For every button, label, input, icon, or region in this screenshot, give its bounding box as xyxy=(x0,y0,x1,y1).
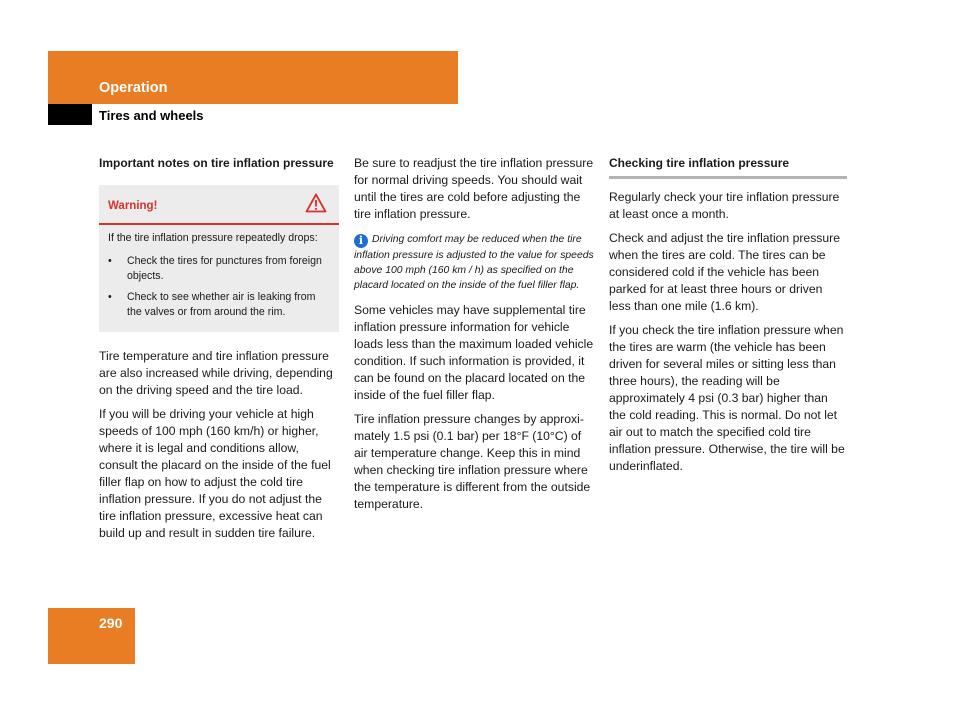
warning-body xyxy=(99,225,339,332)
paragraph: Regularly check your tire inflation pressure at least once a month. xyxy=(609,190,840,221)
warning-box xyxy=(99,185,339,332)
paragraph: Check and adjust the tire inflation pressure when the tires are cold. The tires can be considered cold if the vehicle has been parked for at least three hours or driven less than one mile (1.6 km). xyxy=(609,231,841,313)
subsection-title: Tires and wheels xyxy=(99,108,204,123)
warning-header xyxy=(99,185,339,225)
column-1 xyxy=(99,155,339,549)
column-2 xyxy=(354,155,594,520)
warning-bullet-text: Check to see whether air is leaking from the valves or from around the rim. xyxy=(127,290,316,318)
warning-bullet xyxy=(108,254,331,285)
bullet-dot: • xyxy=(108,254,112,267)
paragraph: If you check the tire inflation pressure when the tires are warm (the vehicle has been driven for several miles or sitting less than three hours), the reading will be approximately 4 psi (0.3 bar) higher than the cold reading. This is normal. Do not let air out to match the specified cold tire inflation pressure. Otherwise, the tire will be underinflated. xyxy=(609,323,845,473)
warning-bullet-text: Check the tires for punctures from foreign objects. xyxy=(127,254,322,282)
tire-pressure-notes-heading: Important notes on tire inflation pressure xyxy=(99,156,334,170)
section-tab-marker xyxy=(48,104,92,125)
warning-label: Warning! xyxy=(108,200,158,212)
info-icon: i xyxy=(354,234,368,248)
info-note-text: Driving comfort may be reduced when the tire inflation pressure is adjusted to the value for speeds above 100 mph (160 km / h) as specified on the placard located on the inside of the fuel filler flap. xyxy=(354,234,594,291)
page-number: 290 xyxy=(99,615,123,631)
warning-intro: If the tire inflation pressure repeatedly drops: xyxy=(108,232,318,244)
checking-pressure-heading: Checking tire inflation pressure xyxy=(609,155,847,179)
section-title: Operation xyxy=(99,80,168,96)
warning-triangle-icon xyxy=(305,193,327,213)
paragraph: Tire temperature and tire inflation pressure are also increased while driving, depending on the driving speed and the tire load. xyxy=(99,348,333,397)
paragraph: Tire inflation pressure changes by approxi-mately 1.5 psi (0.1 bar) per 18°F (10°C) of air temperature change. Keep this in mind when checking tire inflation pressure where the temperature is different from the outside temperature. xyxy=(354,412,591,511)
info-note xyxy=(354,232,594,293)
paragraph: If you will be driving your vehicle at high speeds of 100 mph (160 km/h) or higher, where it is legal and conditions allow, consult the placard on the inside of the fuel filler flap on how to adjust the cold tire inflation pressure. If you do not adjust the tire inflation pressure, excessive heat can build up and result in sudden tire failure. xyxy=(99,406,331,540)
column-3 xyxy=(609,155,847,482)
paragraph: Be sure to readjust the tire inflation pressure for normal driving speeds. You should wait until the tires are cold before adjusting the tire inflation pressure. xyxy=(354,156,594,221)
bullet-dot: • xyxy=(108,290,112,303)
paragraph: Some vehicles may have supplemental tire inflation pressure information for vehicle loads less than the maximum loaded vehicle condition. If such information is provided, it can be found on the placard located on the inside of the fuel filler flap. xyxy=(354,303,594,402)
warning-bullet xyxy=(108,290,331,321)
header-bar xyxy=(48,51,458,104)
